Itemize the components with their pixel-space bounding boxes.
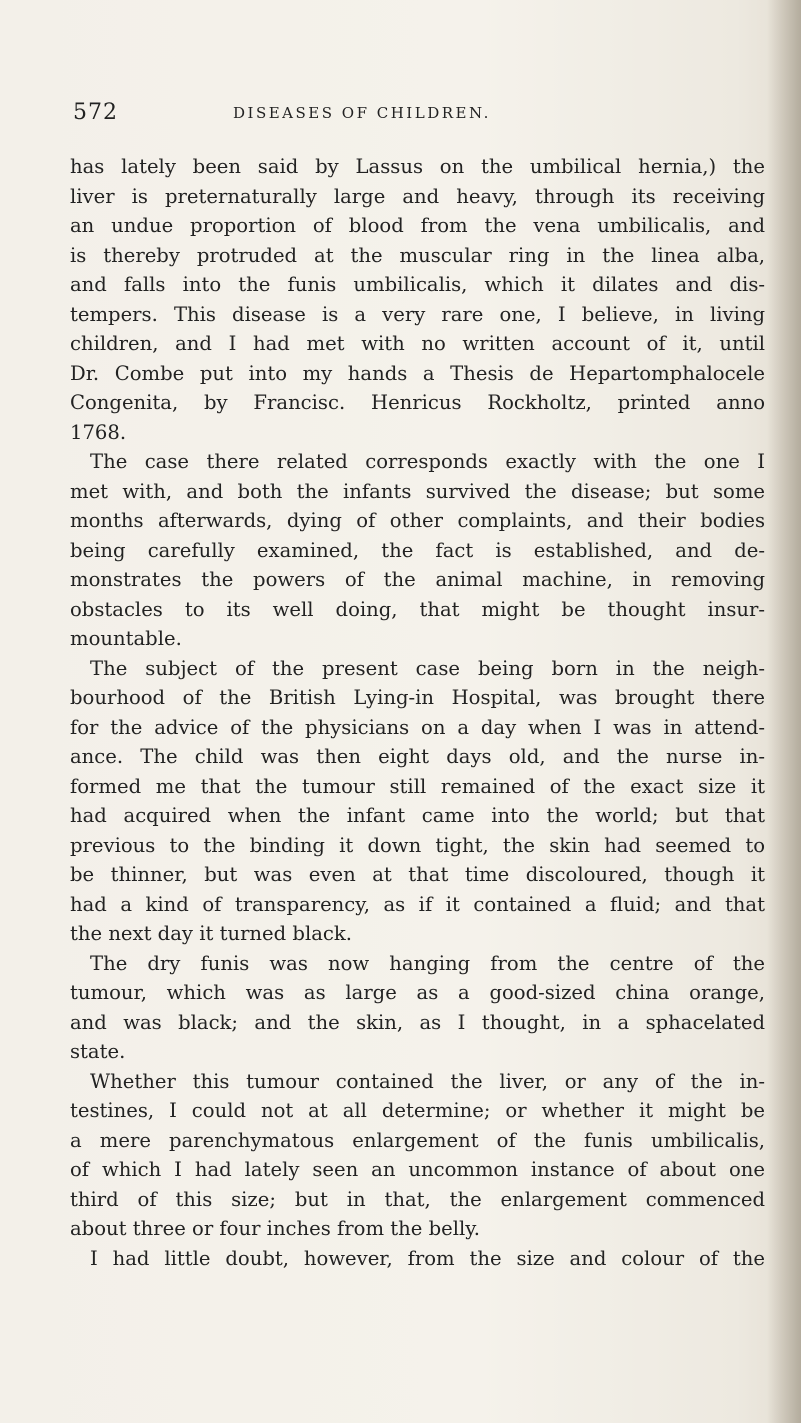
text-line: Whether this tumour contained the liver, or any of the in- (90, 1069, 765, 1093)
text-line: obstacles to its well doing, that might be thought insur- (70, 597, 765, 621)
text-line: has lately been said by Lassus on the umbilical hernia,) the (70, 155, 765, 178)
text-line: a mere parenchymatous enlargement of the funis umbilicalis, (70, 1128, 765, 1152)
text-line: The dry funis was now hanging from the centre of the (90, 951, 765, 975)
text-line: state. (70, 1040, 126, 1063)
text-line: for the advice of the physicians on a day when I was in attend- (70, 715, 765, 739)
page-edge-shadow (767, 0, 801, 1423)
text-line: monstrates the powers of the animal machine, in removing (70, 568, 765, 591)
text-line: Congenita, by Francisc. Henricus Rockholtz, printed anno (70, 391, 765, 414)
text-line: children, and I had met with no written account of it, until (70, 332, 765, 355)
text-line: tempers. This disease is a very rare one, I believe, in living (70, 302, 765, 326)
running-head: DISEASES OF CHILDREN. (233, 104, 491, 122)
text-line: of which I had lately seen an uncommon instance of about one (70, 1158, 765, 1181)
text-line: being carefully examined, the fact is established, and de- (70, 538, 765, 562)
page-header (73, 100, 763, 130)
page-number: 572 (73, 100, 118, 125)
body-text (70, 152, 770, 1273)
text-line: previous to the binding it down tight, the skin had seemed to (70, 833, 765, 857)
text-line: months afterwards, dying of other complaints, and their bodies (70, 509, 765, 532)
text-line: and falls into the funis umbilicalis, which it dilates and dis- (70, 273, 765, 296)
text-line: bourhood of the British Lying-in Hospital, was brought there (70, 686, 765, 709)
text-line: The case there related corresponds exactly with the one I (90, 450, 765, 473)
text-line: mountable. (70, 627, 182, 650)
text-line: had a kind of transparency, as if it contained a fluid; and that (70, 892, 765, 916)
text-line: Dr. Combe put into my hands a Thesis de Hepartomphalocele (70, 361, 765, 385)
text-line: be thinner, but was even at that time discoloured, though it (70, 863, 765, 886)
text-line: about three or four inches from the belly. (70, 1217, 480, 1240)
text-line: testines, I could not at all determine; or whether it might be (70, 1099, 765, 1122)
text-line: liver is preternaturally large and heavy, through its receiving (70, 184, 765, 208)
text-line: met with, and both the infants survived the disease; but some (70, 479, 765, 503)
text-line: The subject of the present case being born in the neigh- (90, 656, 765, 680)
text-line: and was black; and the skin, as I thought, in a sphacelated (70, 1010, 765, 1034)
text-line: 1768. (70, 420, 127, 444)
text-line: the next day it turned black. (70, 922, 352, 945)
text-line: tumour, which was as large as a good-sized china orange, (70, 981, 765, 1004)
text-line: third of this size; but in that, the enlargement commenced (70, 1187, 765, 1211)
text-line: formed me that the tumour still remained of the exact size it (70, 774, 765, 798)
text-line: I had little doubt, however, from the size and colour of the (90, 1246, 765, 1270)
text-line: is thereby protruded at the muscular ring in the linea alba, (70, 243, 765, 267)
text-line: had acquired when the infant came into the world; but that (70, 804, 765, 827)
text-line: ance. The child was then eight days old, and the nurse in- (70, 745, 765, 768)
text-line: an undue proportion of blood from the vena umbilicalis, and (70, 214, 765, 237)
